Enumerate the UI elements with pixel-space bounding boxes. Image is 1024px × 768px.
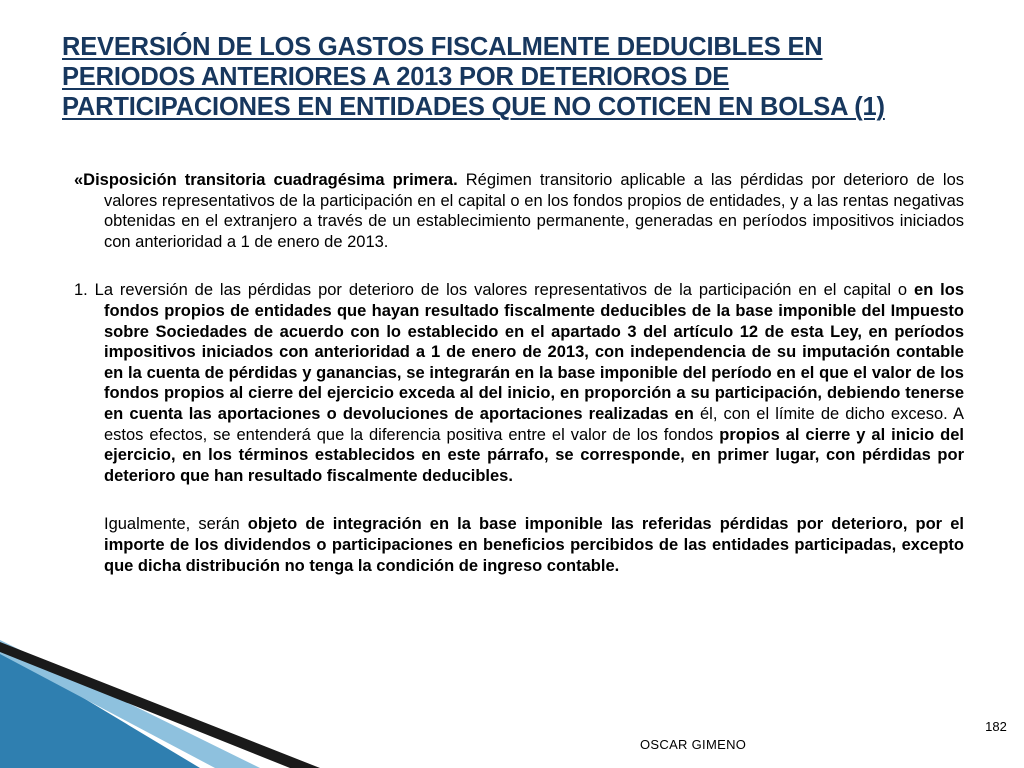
continuation-bold: objeto de integración en la base imponible las referidas pérdidas por deterioro, por el importe de los dividendos o participaciones en beneficios percibidos de las entidades participadas, excepto que dicha distribución no tenga la condición de ingreso contable. <box>104 515 964 575</box>
slide-content <box>74 170 964 604</box>
corner-decoration <box>0 640 320 768</box>
intro-text: Régimen transitorio aplicable a las pérdidas por deterioro de los valores representativos de la participación en el capital o en los fondos propios de entidades, y a las rentas negativas obtenidas en el extranjero a través de un establecimiento permanente, generadas en períodos impositivos iniciados con anterioridad a 1 de enero de 2013. <box>104 171 964 251</box>
point-1-paragraph <box>74 280 964 486</box>
intro-heading: «Disposición transitoria cuadragésima primera. <box>74 171 458 189</box>
point-1-text-b: él, con el límite de dicho exceso. A estos efectos, se entenderá que la diferencia positiva entre el valor de los fondos <box>104 404 964 444</box>
point-1-bold-a: en los fondos propios de entidades que hayan resultado fiscalmente deducibles de la base imponible del Impuesto sobre Sociedades de acuerdo con lo establecido en el apartado 3 del artículo 12 de esta Ley, en períodos impositivos iniciados con anterioridad a 1 de enero de 2013, con independencia de su imputación contable en la cuenta de pérdidas y ganancias, se integrarán en la base imponible del período en el que el valor de los fondos propios al cierre del ejercicio exceda al del inicio, en proporción a su participación, debiendo tenerse en cuenta las aportaciones o devoluciones de aportaciones realizadas en <box>104 281 965 423</box>
point-1-continuation <box>74 514 964 576</box>
point-1-bold-b: propios al cierre y al inicio del ejercicio, en los términos establecidos en este párrafo, se corresponde, en primer lugar, con pérdidas por deterioro que han resultado fiscalmente deducibles. <box>104 425 964 485</box>
slide-title: REVERSIÓN DE LOS GASTOS FISCALMENTE DEDUCIBLES EN PERIODOS ANTERIORES A 2013 POR DETERIOROS DE PARTICIPACIONES EN ENTIDADES QUE NO COTICEN EN BOLSA (1) <box>62 33 885 121</box>
point-1-text-a: 1. La reversión de las pérdidas por deterioro de los valores representativos de la participación en el capital o <box>74 281 915 300</box>
intro-paragraph <box>74 170 964 252</box>
page-number: 182 <box>985 719 1007 734</box>
continuation-text: Igualmente, serán <box>104 515 248 534</box>
footer-author: OSCAR GIMENO <box>640 737 747 752</box>
